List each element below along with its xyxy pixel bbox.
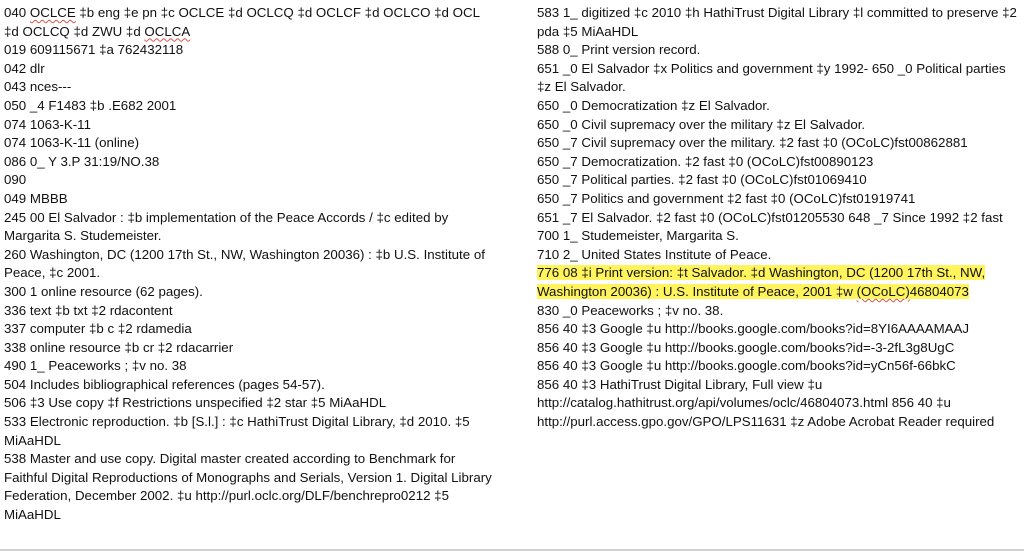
marc-field-650-civil-supremacy: 650 _0 Civil supremacy over the military ‡z El Salvador. bbox=[537, 116, 866, 132]
marc-field-710: 710 2_ United States Institute of Peace. bbox=[537, 246, 772, 262]
marc-field-019: 019 609115671 ‡a 762432118 bbox=[4, 42, 184, 58]
marc-field-049: 049 MBBB bbox=[4, 190, 68, 206]
marc-field-504: 504 Includes bibliographical references (pages 54-57). bbox=[4, 376, 325, 392]
marc-field-336: 336 text ‡b txt ‡2 rdacontent bbox=[4, 302, 173, 318]
marc-field-074-online: 074 1063-K-11 (online) bbox=[4, 135, 140, 151]
marc-field-776-highlighted[interactable] bbox=[537, 264, 1021, 301]
spellcheck-word: (OCoLC) bbox=[856, 283, 910, 299]
marc-field-506: 506 ‡3 Use copy ‡f Restrictions unspecified ‡2 star ‡5 MiAaHDL bbox=[4, 395, 387, 411]
marc-field-856-google-3: 856 40 ‡3 Google ‡u http://books.google.com/books?id=yCn56f-66bkC bbox=[537, 358, 956, 374]
marc-field-538: 538 Master and use copy. Digital master created according to Benchmark for Faithful Digital Reproductions of Monographs and Serials, Version 1. Digital Library Federation, December 2002. ‡u http://purl.oclc.org/DLF/benchrepro0212 ‡5 MiAaHDL bbox=[4, 451, 492, 523]
marc-field-651-fast: 651 _7 El Salvador. ‡2 fast ‡0 (OCoLC)fst01205530 648 _7 Since 1992 ‡2 fast bbox=[537, 209, 1003, 225]
marc-field-043: 043 nces--- bbox=[4, 79, 72, 95]
marc-field-490: 490 1_ Peaceworks ; ‡v no. 38 bbox=[4, 358, 187, 374]
marc-field-830: 830 _0 Peaceworks ; ‡v no. 38. bbox=[537, 302, 724, 318]
marc-field-583: 583 1_ digitized ‡c 2010 ‡h HathiTrust Digital Library ‡l committed to preserve ‡2 pda ‡5 MiAaHDL bbox=[537, 5, 1017, 39]
marc-field-856-google-1: 856 40 ‡3 Google ‡u http://books.google.com/books?id=8YI6AAAAMAAJ bbox=[537, 321, 970, 337]
marc-field-588: 588 0_ Print version record. bbox=[537, 42, 701, 58]
marc-field-337: 337 computer ‡b c ‡2 rdamedia bbox=[4, 321, 192, 337]
marc-field-650-fast-politics: 650 _7 Politics and government ‡2 fast ‡0 (OCoLC)fst01919741 bbox=[537, 190, 916, 206]
marc-field-650-fast-political-parties: 650 _7 Political parties. ‡2 fast ‡0 (OCoLC)fst01069410 bbox=[537, 172, 867, 188]
marc-field-700: 700 1_ Studemeister, Margarita S. bbox=[537, 228, 739, 244]
marc-record-left-column bbox=[4, 4, 496, 525]
marc-field-533: 533 Electronic reproduction. ‡b [S.l.] : ‡c HathiTrust Digital Library, ‡d 2010. ‡5 MiAaHDL bbox=[4, 414, 470, 448]
spellcheck-word: OCLCA bbox=[144, 23, 191, 39]
marc-field-338: 338 online resource ‡b cr ‡2 rdacarrier bbox=[4, 339, 234, 355]
spellcheck-word: OCLCE bbox=[29, 5, 76, 20]
marc-field-074: 074 1063-K-11 bbox=[4, 116, 91, 132]
marc-field-090: 090 bbox=[4, 172, 27, 188]
highlighted-text: 776 08 ‡i Print version: ‡t Salvador. ‡d Washington, DC (1200 17th St., NW, Washington 20036) : U.S. Institute of Peace, 2001 ‡w (OCoLC)46804073 bbox=[537, 265, 986, 299]
marc-field-650-fast-democratization: 650 _7 Democratization. ‡2 fast ‡0 (OCoLC)fst00890123 bbox=[537, 153, 874, 169]
marc-field-856-hathitrust: 856 40 ‡3 HathiTrust Digital Library, Full view ‡u http://catalog.hathitrust.org/api/volumes/oclc/46804073.html 856 40 ‡u http://purl.access.gpo.gov/GPO/LPS11631 ‡z Adobe Acrobat Reader required bbox=[537, 376, 995, 430]
marc-field-086: 086 0_ Y 3.P 31:19/NO.38 bbox=[4, 153, 160, 169]
marc-field-300: 300 1 online resource (62 pages). bbox=[4, 283, 203, 299]
marc-field-651: 651 _0 El Salvador ‡x Politics and government ‡y 1992- 650 _0 Political parties ‡z El Salvador. bbox=[537, 60, 1006, 95]
marc-field-650-fast-civil: 650 _7 Civil supremacy over the military. ‡2 fast ‡0 (OCoLC)fst00862881 bbox=[537, 135, 968, 151]
marc-field-245: 245 00 El Salvador : ‡b implementation of the Peace Accords / ‡c edited by Margarita S. Studemeister. bbox=[4, 209, 449, 244]
marc-field-042: 042 dlr bbox=[4, 60, 45, 76]
marc-field-040: 040 OCLCE ‡b eng ‡e pn ‡c OCLCE ‡d OCLCQ ‡d OCLCF ‡d OCLCO ‡d OCL ‡d OCLCQ ‡d ZWU ‡d OCLCA bbox=[4, 5, 480, 39]
marc-field-650-democratization: 650 _0 Democratization ‡z El Salvador. bbox=[537, 97, 770, 113]
marc-field-260: 260 Washington, DC (1200 17th St., NW, Washington 20036) : ‡b U.S. Institute of Peace, ‡c 2001. bbox=[4, 246, 485, 281]
marc-field-856-google-2: 856 40 ‡3 Google ‡u http://books.google.com/books?id=-3-2fL3g8UgC bbox=[537, 339, 955, 355]
marc-record-right-column bbox=[537, 4, 1021, 432]
marc-field-050: 050 _4 F1483 ‡b .E682 2001 bbox=[4, 97, 177, 113]
